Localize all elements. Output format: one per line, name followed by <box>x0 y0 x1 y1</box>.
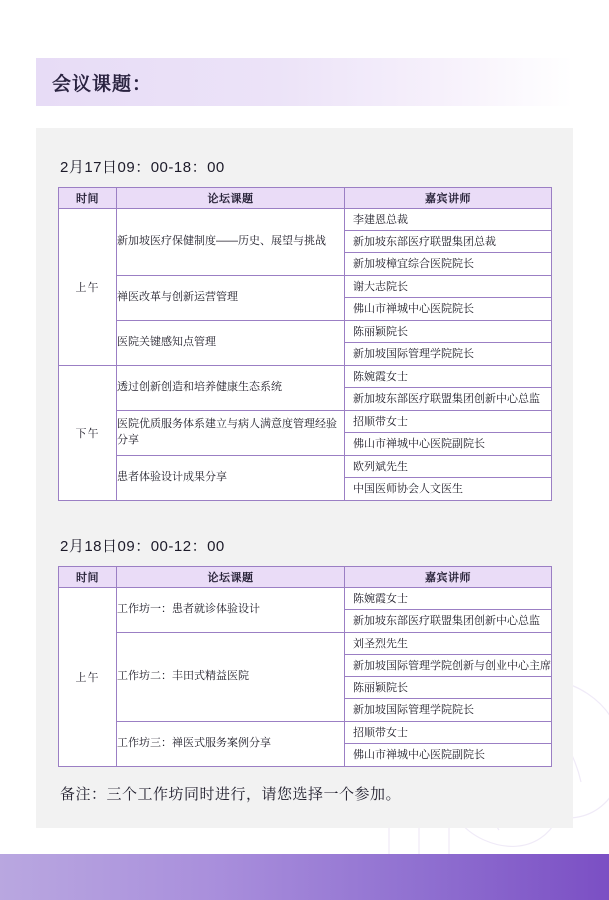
topic-cell: 工作坊一：患者就诊体验设计 <box>117 588 345 633</box>
column-header-topic: 论坛课题 <box>117 188 345 209</box>
speaker-line: 欧列斌先生 <box>345 456 551 478</box>
table-row <box>59 321 552 366</box>
speaker-line: 谢大志院长 <box>345 276 551 298</box>
topic-cell: 医院关键感知点管理 <box>117 321 345 366</box>
period-label-morning: 上午 <box>59 209 117 366</box>
speaker-cell <box>345 276 552 321</box>
speaker-line: 招顺带女士 <box>345 411 551 433</box>
day-heading-2: 2月18日09：00-12：00 <box>60 538 225 555</box>
speaker-line: 陈婉霞女士 <box>345 366 551 388</box>
speaker-cell <box>345 321 552 366</box>
speaker-cell <box>345 456 552 501</box>
speaker-line: 刘圣烈先生 <box>345 633 551 655</box>
speaker-line: 新加坡东部医疗联盟集团创新中心总监 <box>353 393 540 405</box>
topic-cell: 医院优质服务体系建立与病人满意度管理经验分享 <box>117 411 345 456</box>
table-header-row <box>59 188 552 209</box>
table-row <box>59 209 552 276</box>
column-header-time: 时间 <box>59 567 117 588</box>
speaker-line: 招顺带女士 <box>345 722 551 744</box>
agenda-panel <box>36 128 573 828</box>
speaker-line: 新加坡国际管理学院创新与创业中心主席 <box>345 655 551 677</box>
bottom-gradient-bar <box>0 854 609 900</box>
table-row <box>59 366 552 411</box>
topic-cell: 工作坊三：禅医式服务案例分享 <box>117 722 345 767</box>
topic-cell: 患者体验设计成果分享 <box>117 456 345 501</box>
table-row <box>59 588 552 633</box>
speaker-line: 新加坡东部医疗联盟集团总裁 <box>345 231 551 253</box>
column-header-time: 时间 <box>59 188 117 209</box>
period-label-afternoon: 下午 <box>59 366 117 501</box>
speaker-line: 新加坡樟宜综合医院院长 <box>353 258 474 270</box>
topic-cell: 禅医改革与创新运营管理 <box>117 276 345 321</box>
topic-cell: 工作坊二：丰田式精益医院 <box>117 633 345 722</box>
speaker-line: 陈婉霞女士 <box>345 588 551 610</box>
speaker-cell <box>345 411 552 456</box>
page-title-bar <box>36 58 573 106</box>
speaker-line: 李建恩总裁 <box>345 209 551 231</box>
table-row <box>59 633 552 722</box>
speaker-cell <box>345 722 552 767</box>
column-header-speaker: 嘉宾讲师 <box>345 567 552 588</box>
speaker-line: 佛山市禅城中心医院副院长 <box>353 749 485 761</box>
speaker-line: 陈丽颖院长 <box>345 677 551 699</box>
table-row <box>59 722 552 767</box>
agenda-table-day-1 <box>58 187 552 501</box>
topic-cell: 透过创新创造和培养健康生态系统 <box>117 366 345 411</box>
speaker-cell <box>345 209 552 276</box>
period-label-morning: 上午 <box>59 588 117 767</box>
speaker-line: 陈丽颖院长 <box>345 321 551 343</box>
speaker-cell <box>345 366 552 411</box>
table-row <box>59 276 552 321</box>
speaker-line: 新加坡国际管理学院院长 <box>353 704 474 716</box>
column-header-topic: 论坛课题 <box>117 567 345 588</box>
speaker-cell <box>345 633 552 722</box>
column-header-speaker: 嘉宾讲师 <box>345 188 552 209</box>
speaker-line: 佛山市禅城中心医院院长 <box>353 303 474 315</box>
day-heading-1: 2月17日09：00-18：00 <box>60 159 225 176</box>
agenda-table-day-2 <box>58 566 552 767</box>
table-row <box>59 456 552 501</box>
table-row <box>59 411 552 456</box>
topic-cell: 新加坡医疗保健制度——历史、展望与挑战 <box>117 209 345 276</box>
speaker-line: 新加坡东部医疗联盟集团创新中心总监 <box>353 615 540 627</box>
speaker-cell <box>345 588 552 633</box>
table-header-row <box>59 567 552 588</box>
speaker-line: 中国医师协会人文医生 <box>353 483 463 495</box>
page-title: 会议课题： <box>52 73 153 95</box>
speaker-line: 佛山市禅城中心医院副院长 <box>353 438 485 450</box>
speaker-line: 新加坡国际管理学院院长 <box>353 348 474 360</box>
footnote: 备注：三个工作坊同时进行，请您选择一个参加。 <box>60 786 402 803</box>
